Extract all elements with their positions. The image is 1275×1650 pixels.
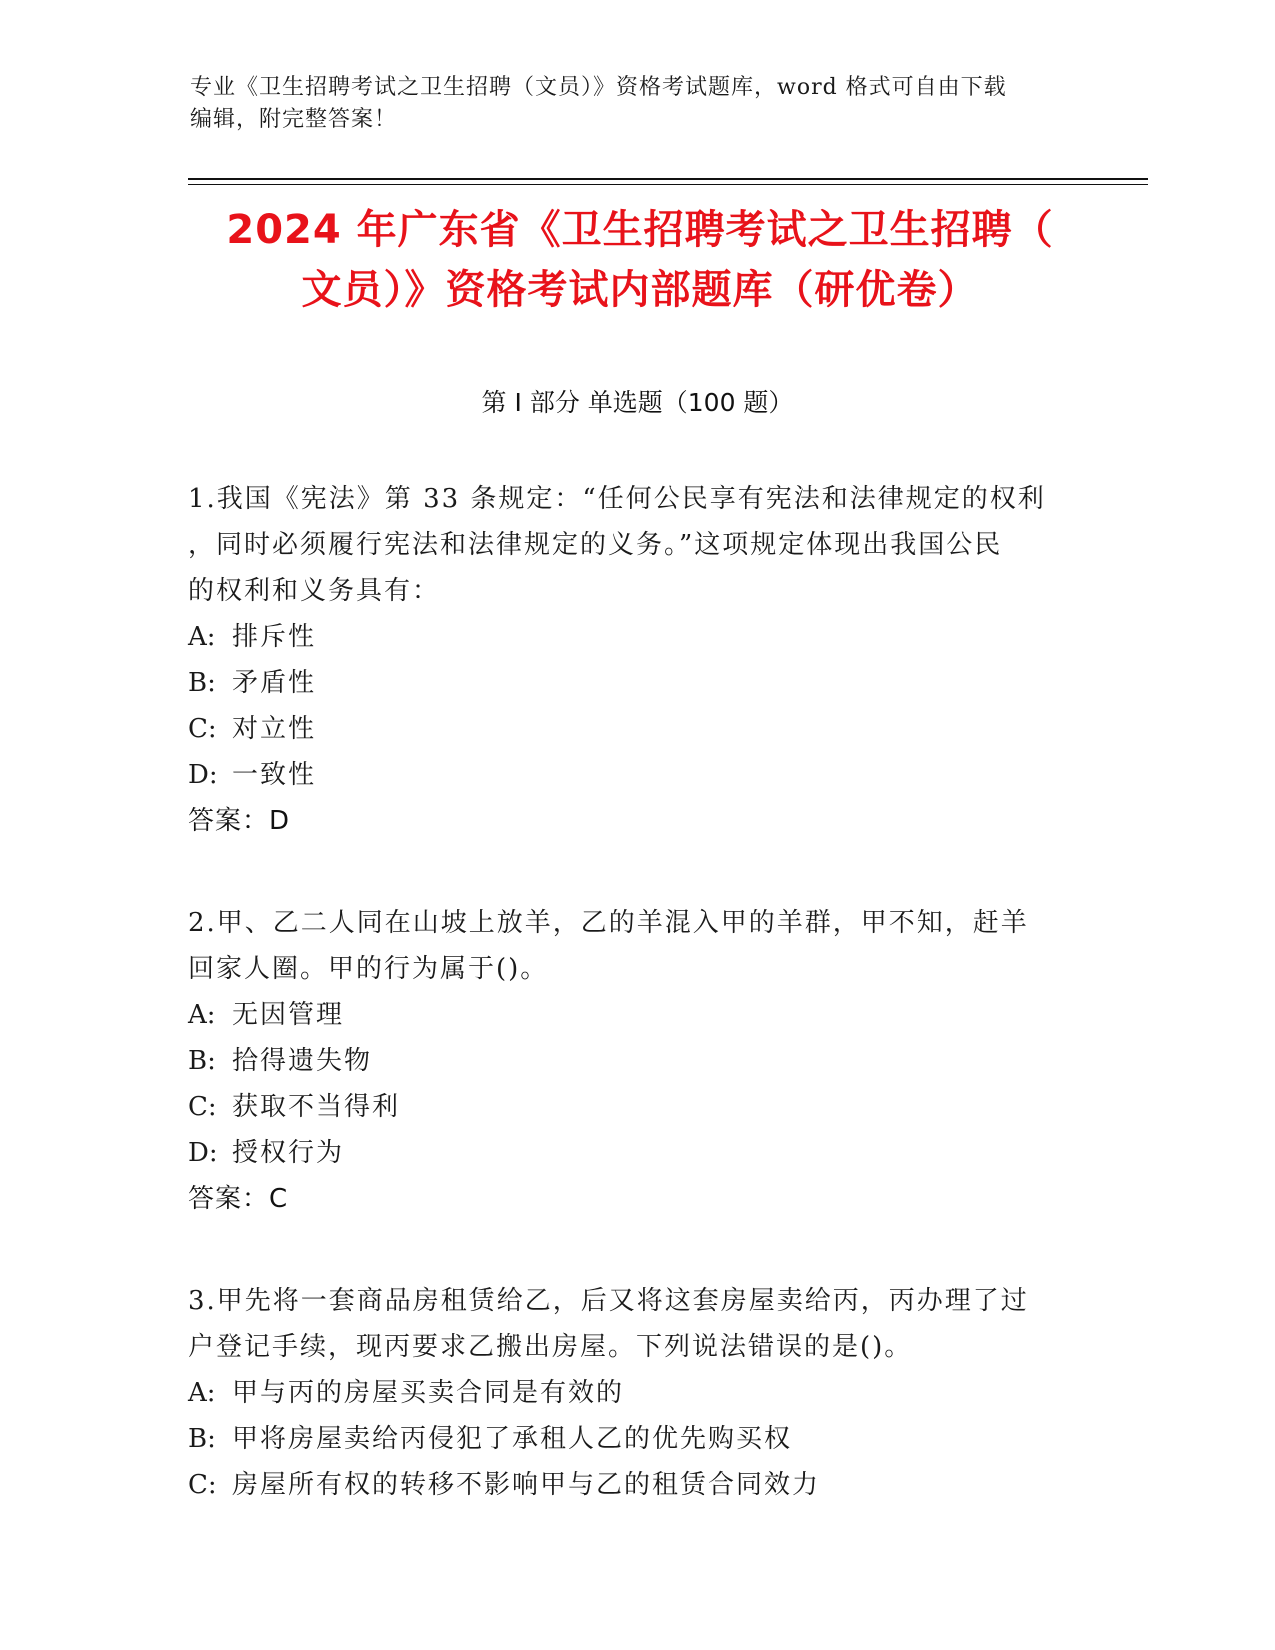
option-letter: D: <box>188 760 218 790</box>
question-stem-line: 1.我国《宪法》第 33 条规定：“任何公民享有宪法和法律规定的权利 <box>188 484 1046 514</box>
option-text: 矛盾性 <box>232 668 317 698</box>
option-letter: C: <box>188 1470 217 1500</box>
option-letter: D: <box>188 1138 218 1168</box>
question-stem-line: ，同时必须履行宪法和法律规定的义务。”这项规定体现出我国公民 <box>188 530 1003 560</box>
question-stem <box>188 1278 1088 1370</box>
document-title-line: 文员）》资格考试内部题库（研优卷） <box>301 267 979 313</box>
header-note <box>190 72 1070 136</box>
question-stem-line: 户登记手续，现丙要求乙搬出房屋。下列说法错误的是()。 <box>188 1332 913 1362</box>
option-c <box>188 1462 1088 1508</box>
option-text: 房屋所有权的转移不影响甲与乙的租赁合同效力 <box>232 1470 821 1500</box>
option-b <box>188 1416 1088 1462</box>
header-divider-thin <box>188 184 1148 185</box>
option-text: 授权行为 <box>232 1138 345 1168</box>
option-text: 排斥性 <box>232 622 317 652</box>
option-text: 甲将房屋卖给丙侵犯了承租人乙的优先购买权 <box>232 1424 793 1454</box>
option-d <box>188 752 1088 798</box>
document-title-line: 2024 年广东省《卫生招聘考试之卫生招聘（ <box>226 207 1054 253</box>
section-title: 第 I 部分 单选题（100 题） <box>481 388 794 417</box>
question-item <box>188 900 1088 1222</box>
option-text: 一致性 <box>232 760 317 790</box>
question-stem-line: 2.甲、乙二人同在山坡上放羊，乙的羊混入甲的羊群，甲不知，赶羊 <box>188 908 1029 938</box>
option-b <box>188 660 1088 706</box>
option-letter: B: <box>188 1424 216 1454</box>
option-a <box>188 992 1088 1038</box>
option-b <box>188 1038 1088 1084</box>
option-c <box>188 706 1088 752</box>
question-stem <box>188 900 1088 992</box>
option-letter: C: <box>188 1092 217 1122</box>
header-divider-thick <box>188 178 1148 180</box>
option-text: 无因管理 <box>232 1000 345 1030</box>
question-stem <box>188 476 1088 614</box>
option-letter: B: <box>188 668 216 698</box>
question-stem-line: 回家人圈。甲的行为属于()。 <box>188 954 549 984</box>
question-item <box>188 1278 1088 1508</box>
question-stem-line: 3.甲先将一套商品房租赁给乙，后又将这套房屋卖给丙，丙办理了过 <box>188 1286 1029 1316</box>
question-list <box>188 476 1088 1564</box>
option-text: 拾得遗失物 <box>232 1046 373 1076</box>
document-title <box>160 200 1120 320</box>
answer-line: 答案：D <box>188 806 291 836</box>
option-text: 甲与丙的房屋买卖合同是有效的 <box>232 1378 625 1408</box>
option-letter: C: <box>188 714 217 744</box>
option-d <box>188 1130 1088 1176</box>
header-note-line: 专业《卫生招聘考试之卫生招聘（文员）》资格考试题库，word 格式可自由下载 <box>190 75 1007 100</box>
option-letter: A: <box>188 1000 216 1030</box>
option-c <box>188 1084 1088 1130</box>
question-stem-line: 的权利和义务具有： <box>188 576 441 606</box>
option-letter: B: <box>188 1046 216 1076</box>
answer-line: 答案：C <box>188 1184 289 1214</box>
option-letter: A: <box>188 622 216 652</box>
header-note-line: 编辑，附完整答案！ <box>190 107 398 132</box>
option-text: 获取不当得利 <box>232 1092 401 1122</box>
option-text: 对立性 <box>232 714 317 744</box>
option-letter: A: <box>188 1378 216 1408</box>
question-item <box>188 476 1088 844</box>
option-a <box>188 614 1088 660</box>
option-a <box>188 1370 1088 1416</box>
